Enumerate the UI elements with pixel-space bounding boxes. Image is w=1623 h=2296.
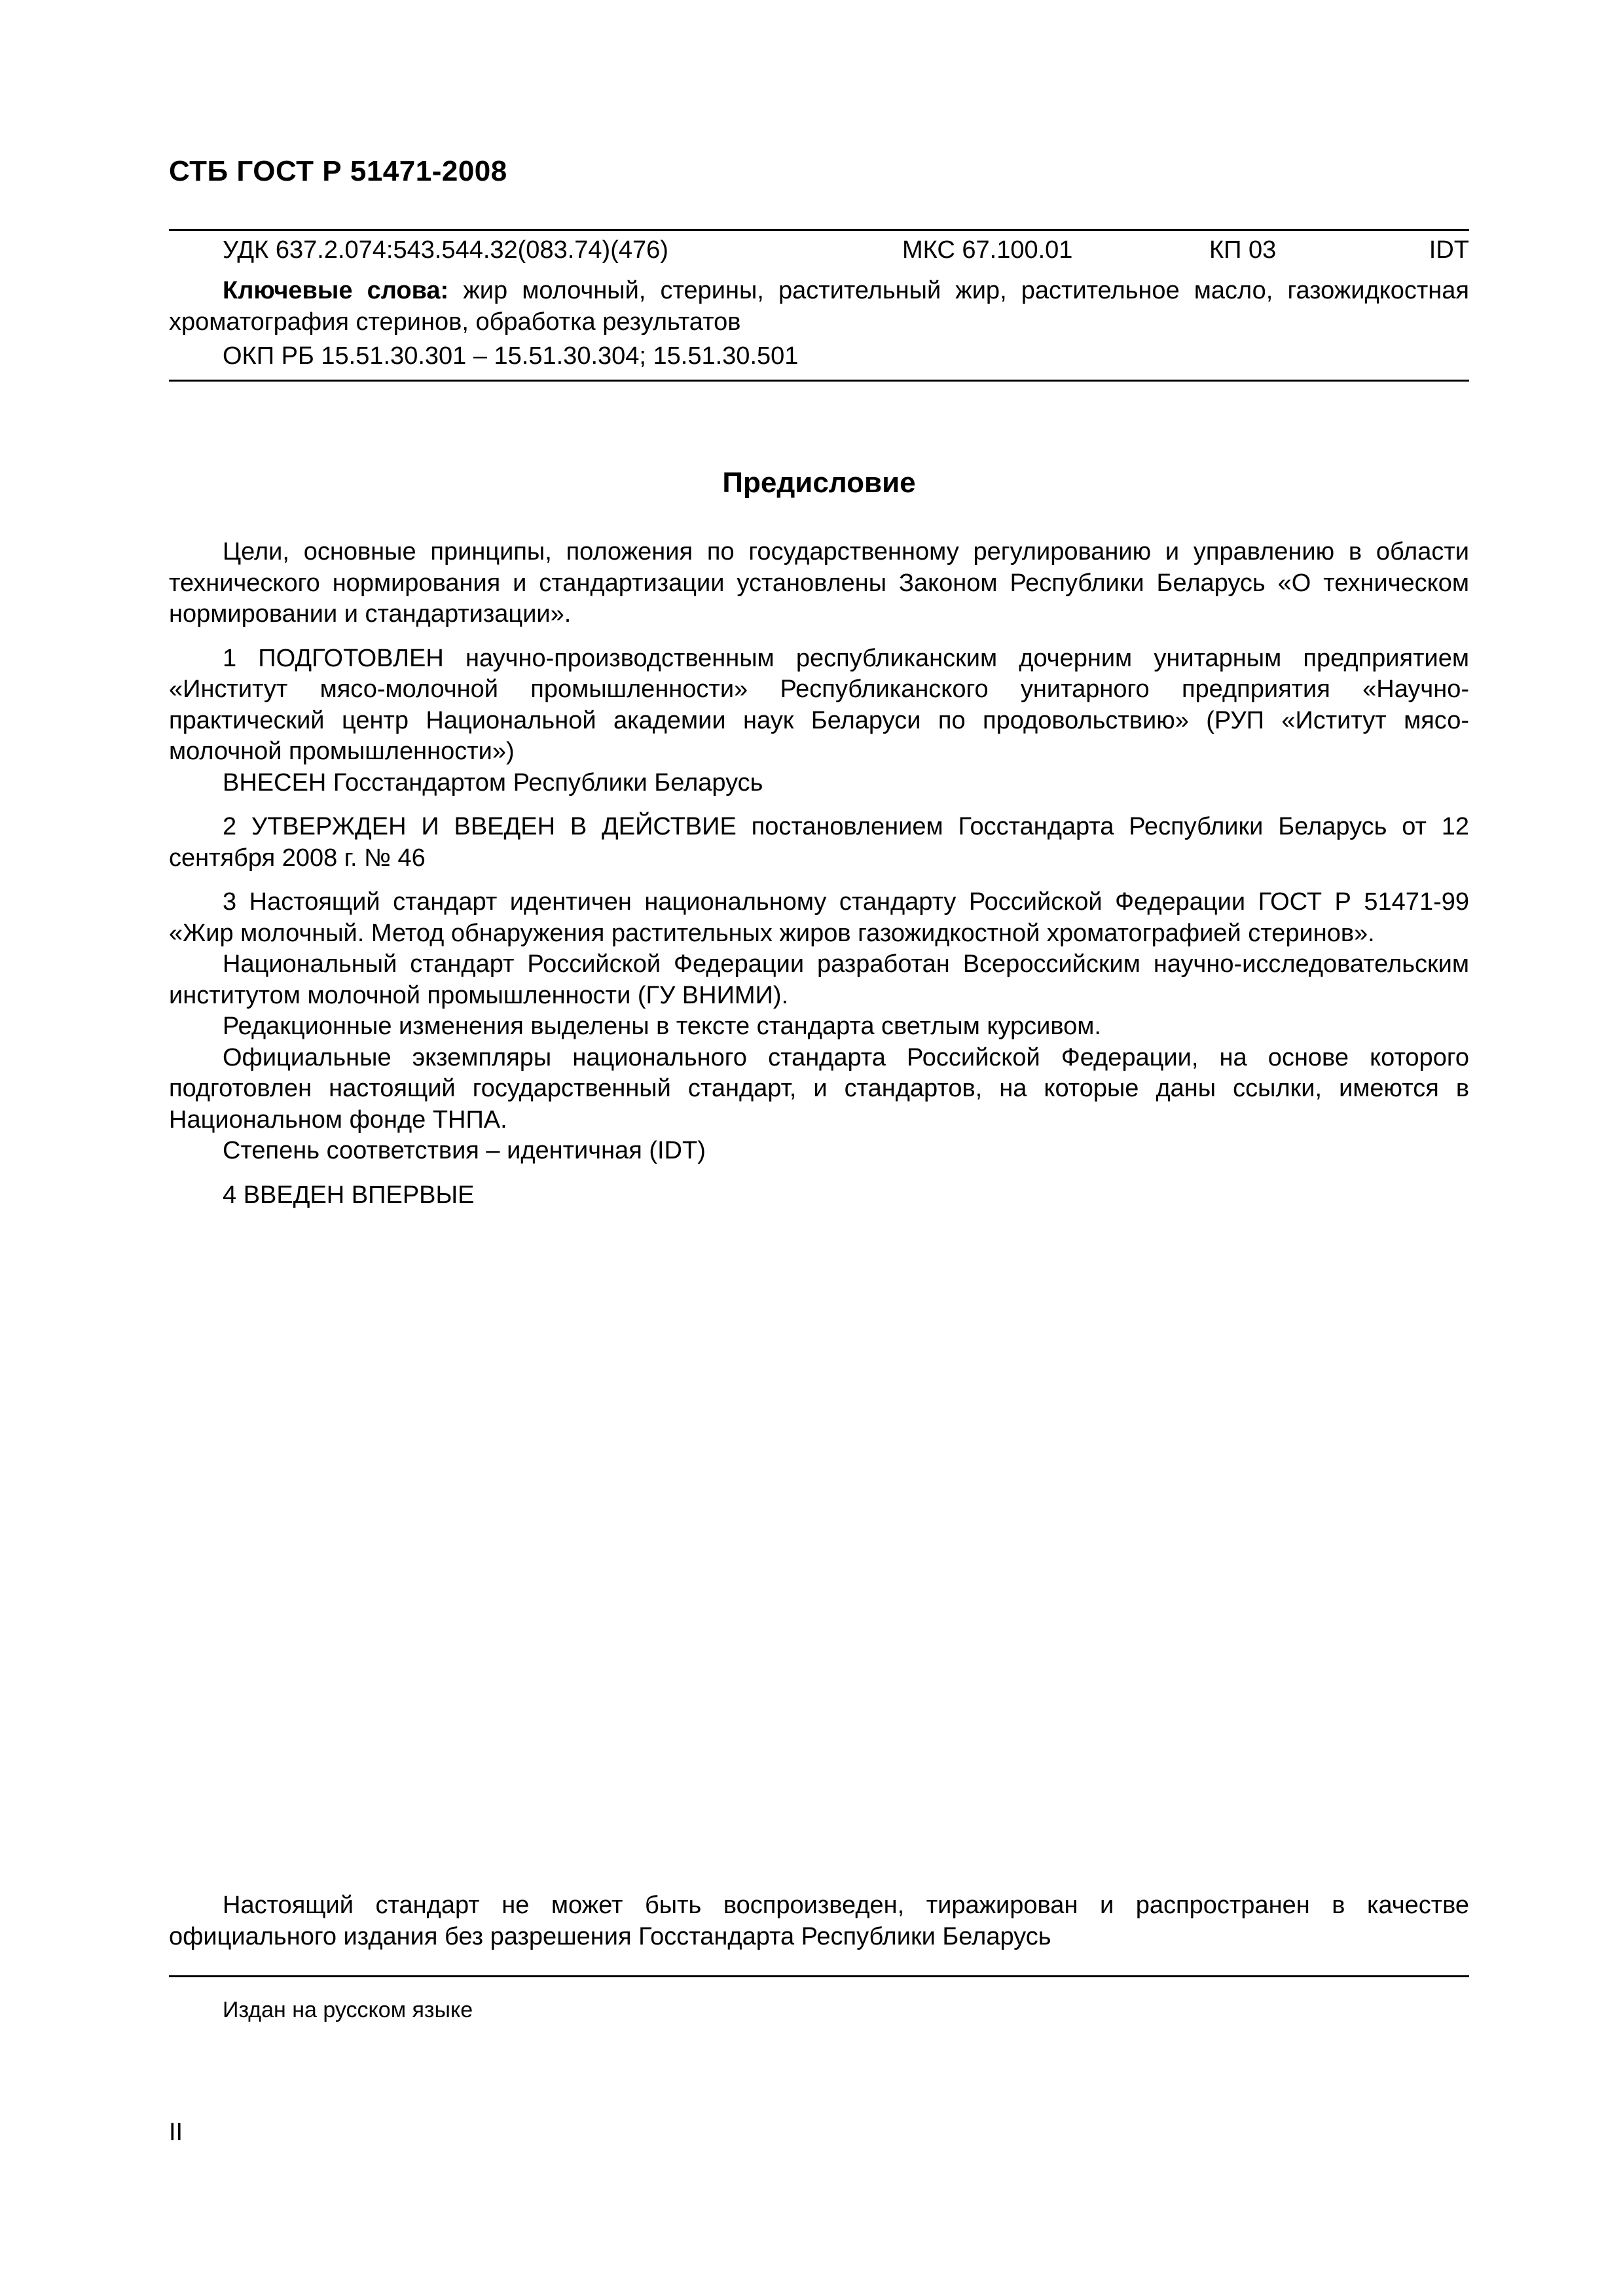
keywords: [169, 275, 1469, 338]
footer-rule: [169, 1975, 1469, 1977]
preface-item-3-developer: Национальный стандарт Российской Федерации разработан Всероссийским научно-исследовательским институтом молочной промышленности (ГУ ВНИМИ).: [169, 950, 1469, 1009]
idt-code: IDT: [1429, 236, 1469, 264]
preface-item-1-introduced: ВНЕСЕН Госстандартом Республики Беларусь: [223, 768, 763, 797]
preface-intro: Цели, основные принципы, положения по государственному регулированию и управлению в области технического нормирования и стандартизации установлены Законом Республики Беларусь «О техническом нормировании и стандартизации».: [169, 538, 1469, 628]
preface-body: [169, 537, 1469, 1211]
top-rule: [169, 229, 1469, 231]
keywords-text: жир молочный, стерины, растительный жир, растительное масло, газожидкостная хроматография стеринов, обработка результатов: [169, 277, 1469, 336]
meta-bottom-rule: [169, 380, 1469, 382]
mks-code: МКС 67.100.01: [902, 236, 1073, 264]
page-number: II: [169, 2119, 183, 2146]
published-language: Издан на русском языке: [223, 1998, 473, 2022]
preface-item-3: 3 Настоящий стандарт идентичен национальному стандарту Российской Федерации ГОСТ Р 51471-99 «Жир молочный. Метод обнаружения растительных жиров газожидкостной хроматографией стеринов».: [169, 888, 1469, 947]
kp-code: КП 03: [1209, 236, 1277, 264]
preface-item-1: 1 ПОДГОТОВЛЕН научно-производственным республиканским дочерним унитарным предприятием «Институт мясо-молочной промышленности» Республиканского унитарного предприятия «Научно-практический центр Национальной академии наук Беларуси по продовольствию» (РУП «Иститут мясо-молочной промышленности»): [169, 644, 1469, 765]
preface-title: Предисловие: [722, 467, 916, 499]
udk-code: УДК 637.2.074:543.544.32(083.74)(476): [223, 236, 668, 264]
preface-item-3-degree: Степень соответствия – идентичная (IDT): [223, 1137, 706, 1164]
preface-item-3-copies: Официальные экземпляры национального стандарта Российской Федерации, на основе которого подготовлен настоящий государственный стандарт, и стандартов, на которые даны ссылки, имеются в Национальном фонде ТНПА.: [169, 1043, 1469, 1134]
preface-item-4: 4 ВВЕДЕН ВПЕРВЫЕ: [223, 1181, 475, 1209]
reproduction-notice: Настоящий стандарт не может быть воспроизведен, тиражирован и распространен в качестве официального издания без разрешения Госстандарта Республики Беларусь: [169, 1892, 1469, 1950]
preface-item-2: 2 УТВЕРЖДЕН И ВВЕДЕН В ДЕЙСТВИЕ постановлением Госстандарта Республики Беларусь от 12 сентября 2008 г. № 46: [169, 813, 1469, 872]
document-code: СТБ ГОСТ Р 51471-2008: [169, 155, 507, 187]
preface-item-3-edits: Редакционные изменения выделены в тексте стандарта светлым курсивом.: [223, 1013, 1101, 1040]
keywords-label: Ключевые слова:: [223, 277, 449, 304]
okp-code: ОКП РБ 15.51.30.301 – 15.51.30.304; 15.51.30.501: [223, 342, 799, 370]
